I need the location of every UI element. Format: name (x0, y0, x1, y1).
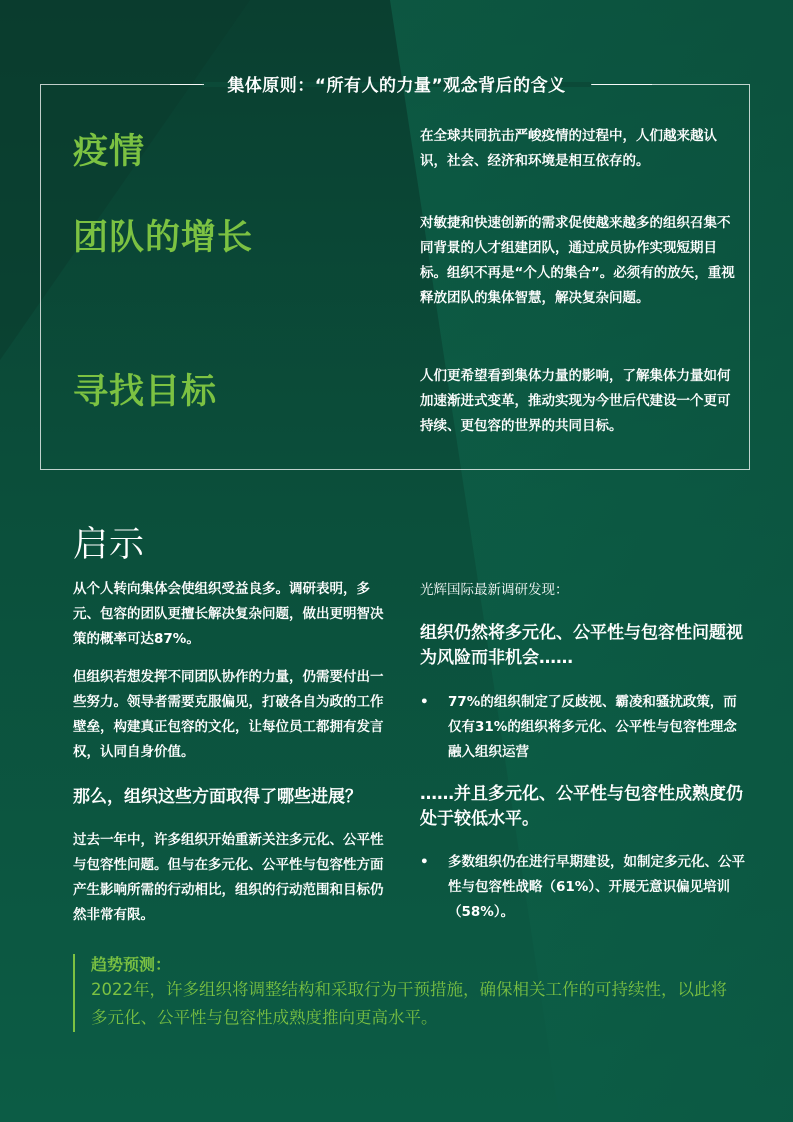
bullet-dot: • (420, 694, 429, 710)
term-team-growth-description: 对敏捷和快速创新的需求促使越来越多的组织召集不同背景的人才组建团队，通过成员协作实现短期目标。组织不再是“个人的集合”。必须有的放矢，重视释放团队的集体智慧，解决复杂问题。 (420, 215, 735, 306)
finding-heading-1: 组织仍然将多元化、公平性与包容性问题视为风险而非机会…… (420, 623, 743, 668)
insight-paragraph-3: 过去一年中，许多组织开始重新关注多元化、公平性与包容性问题。但与在多元化、公平性与包容性方面产生影响所需的行动相比，组织的行动范围和目标仍然非常有限。 (73, 832, 384, 923)
insight-paragraph-1: 从个人转向集体会使组织受益良多。调研表明，多元、包容的团队更擅长解决复杂问题，做出更明智决策的概率可达87%。 (73, 581, 384, 647)
finding-bullet-1 (420, 690, 750, 765)
finding-heading-2: ……并且多元化、公平性与包容性成熟度仍处于较低水平。 (420, 784, 743, 829)
finding-bullet-1-text: 77%的组织制定了反歧视、霸凌和骚扰政策，而仅有31%的组织将多元化、公平性与包容性理念融入组织运营 (448, 694, 737, 760)
finding-bullet-2 (420, 850, 750, 925)
trend-forecast (73, 954, 733, 1032)
bullet-dot: • (420, 854, 429, 870)
trend-label: 趋势预测： (91, 955, 172, 974)
research-label: 光辉国际最新调研发现： (420, 582, 569, 598)
term-pandemic-description: 在全球共同抗击严峻疫情的过程中，人们越来越认识，社会、经济和环境是相互依存的。 (420, 128, 717, 169)
finding-bullet-2-text: 多数组织仍在进行早期建设，如制定多元化、公平性与包容性战略（61%）、开展无意识偏见培训（58%）。 (448, 854, 745, 920)
term-purpose: 寻找目标 (73, 372, 218, 412)
term-team-growth: 团队的增长 (73, 218, 254, 258)
insights-heading: 启示 (73, 525, 146, 565)
insight-paragraph-2: 但组织若想发挥不同团队协作的力量，仍需要付出一些努力。领导者需要克服偏见，打破各自为政的工作壁垒，构建真正包容的文化，让每位员工都拥有发言权，认同自身价值。 (73, 669, 384, 760)
term-pandemic: 疫情 (73, 132, 146, 172)
frame-title: 集体原则：“所有人的力量”观念背后的含义 (227, 76, 566, 96)
trend-text: 2022年，许多组织将调整结构和采取行为干预措施，确保相关工作的可持续性，以此将多元化、公平性与包容性成熟度推向更高水平。 (91, 980, 727, 1027)
term-purpose-description: 人们更希望看到集体力量的影响，了解集体力量如何加速渐进式变革，推动实现为今世后代建设一个更可持续、更包容的世界的共同目标。 (420, 368, 731, 434)
progress-subheading: 那么，组织这些方面取得了哪些进展？ (73, 787, 362, 807)
